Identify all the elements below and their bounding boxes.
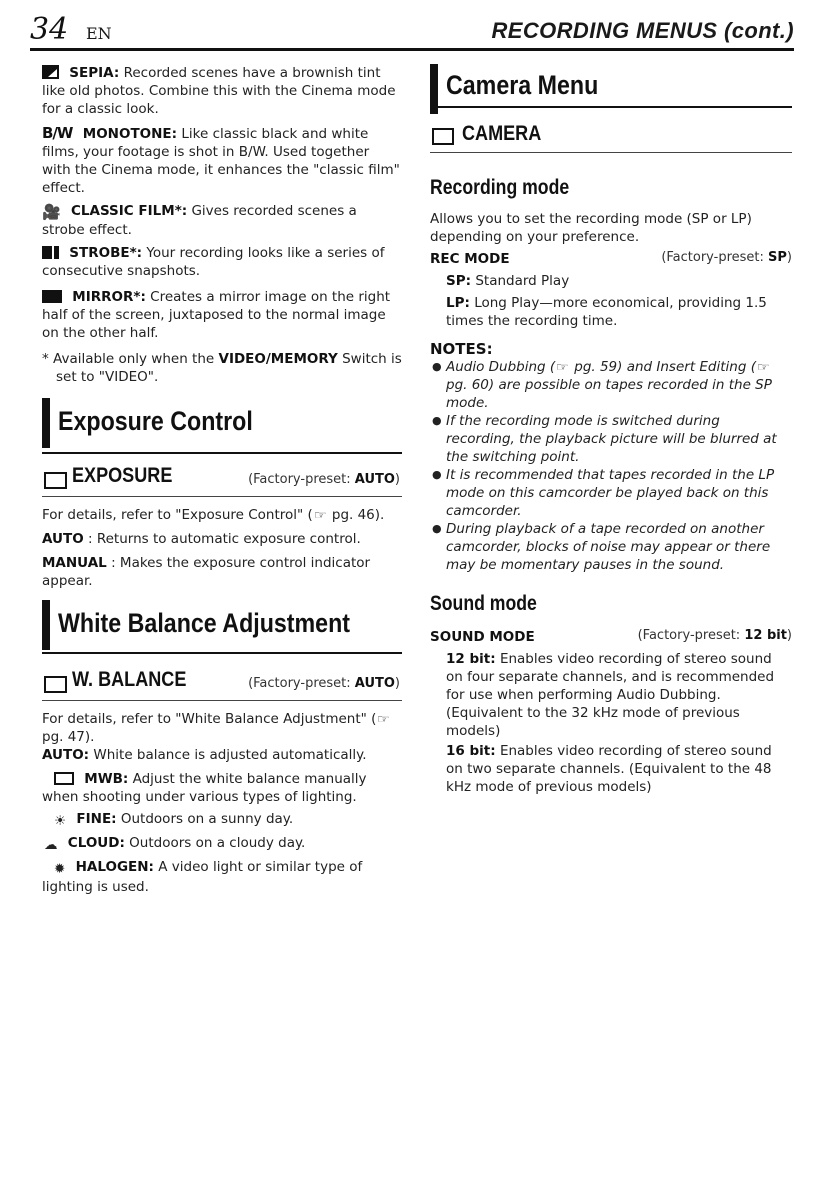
white-balance-preset: [248, 676, 400, 691]
cloud-label: CLOUD:: [67, 835, 125, 851]
classic-film-label: CLASSIC FILM*:: [70, 203, 188, 219]
classic-film-item: [42, 202, 402, 239]
manual-text: : Makes the exposure control indicator appear.: [42, 555, 371, 589]
b16-label: 16 bit:: [446, 743, 496, 759]
strobe-item: [42, 244, 402, 280]
cloud-icon: ☁: [44, 837, 58, 853]
menu-rule: [42, 496, 402, 497]
details-suffix: pg. 47).: [42, 729, 95, 745]
bullet-dot: ●: [432, 360, 442, 373]
wb-details: [42, 710, 402, 746]
preset-value: 12 bit: [744, 628, 787, 643]
mirror-icon: [42, 290, 62, 303]
fine-text: Outdoors on a sunny day.: [120, 811, 294, 827]
sp-item: [446, 272, 792, 290]
sepia-icon: [42, 65, 59, 79]
bullet-dot: ●: [432, 468, 442, 481]
recording-mode-intro: Allows you to set the recording mode (SP or LP) depending on your preference.: [430, 211, 752, 245]
b12-text: Enables video recording of stereo sound on four separate channels, and is recommended for use when performing Audio Dubbing. (Equivalent to the 32 kHz mode of previous models): [446, 651, 775, 739]
header-rule: [30, 48, 794, 51]
film-camera-icon: 🎥: [42, 203, 61, 221]
lp-label: LP:: [446, 295, 470, 311]
sepia-text: Recorded scenes have a brownish tint like old photos. Combine this with the Cinema mode for a classic look.: [42, 65, 396, 117]
cloud-text: Outdoors on a cloudy day.: [129, 835, 306, 851]
page-ref-icon: ☞: [756, 360, 770, 374]
exposure-auto: [42, 530, 402, 548]
white-balance-heading: White Balance Adjustment: [58, 608, 351, 638]
sepia-label: SEPIA:: [69, 65, 120, 81]
preset-prefix: (Factory-preset:: [637, 628, 741, 643]
exposure-menu-title: EXPOSURE: [72, 464, 173, 487]
halogen-label: HALOGEN:: [75, 859, 154, 875]
section-rule: [42, 652, 402, 654]
auto-text: : Returns to automatic exposure control.: [87, 531, 361, 547]
language-label: EN: [86, 24, 112, 43]
sun-icon: ☀: [54, 813, 67, 829]
mwb-text: Adjust the white balance manually when shooting under various types of lighting.: [42, 771, 367, 805]
wb-auto: [42, 746, 402, 764]
exposure-details: [42, 506, 402, 524]
bullet-dot: ●: [432, 522, 442, 535]
halogen-icon: ✹: [54, 861, 66, 877]
wb-mwb: [42, 770, 402, 806]
wb-fine: [42, 810, 402, 830]
lp-text: Long Play—more economical, providing 1.5 times the recording time.: [446, 295, 767, 329]
running-title: RECORDING MENUS (cont.): [491, 18, 794, 43]
note-1: [432, 358, 792, 412]
section-bar: [42, 398, 50, 448]
bullet-dot: ●: [432, 414, 442, 427]
sound-mode-preset: [638, 628, 792, 643]
notes-heading: NOTES:: [430, 340, 493, 358]
camera-menu-heading: Camera Menu: [446, 70, 599, 100]
white-balance-icon: [44, 676, 67, 693]
note-1b: pg. 59) and Insert Editing (: [569, 359, 756, 375]
menu-rule: [430, 152, 792, 153]
sepia-item: [42, 64, 402, 118]
section-rule: [42, 452, 402, 454]
note-4: [432, 520, 792, 574]
wb-cloud: [42, 834, 402, 854]
preset-value: SP: [768, 250, 787, 265]
b12-label: 12 bit:: [446, 651, 496, 667]
sp-text: Standard Play: [475, 273, 570, 289]
rec-mode-preset: [661, 250, 792, 265]
preset-prefix: (Factory-preset:: [248, 472, 351, 487]
monotone-label: MONOTONE:: [82, 126, 178, 142]
sp-label: SP:: [446, 273, 472, 289]
preset-value: AUTO: [354, 676, 395, 691]
mwb-icon: [54, 772, 74, 785]
note-2: [432, 412, 792, 466]
note-2-text: If the recording mode is switched during recording, the playback picture will be blurred at the switching point.: [446, 413, 777, 465]
preset-suffix: ): [394, 676, 400, 691]
footnote-prefix: * Available only when the: [42, 351, 215, 367]
sound-mode-heading: Sound mode: [430, 592, 537, 615]
strobe-icon: [42, 246, 59, 259]
auto-label: AUTO:: [42, 747, 90, 763]
note-3-text: It is recommended that tapes recorded in the LP mode on this camcorder be played back on this camcorder.: [446, 467, 775, 519]
auto-text: White balance is adjusted automatically.: [93, 747, 367, 763]
page-ref-icon: ☞: [313, 508, 327, 522]
wb-halogen: [42, 858, 402, 896]
halogen-text: A video light or similar type of lighting is used.: [42, 859, 363, 895]
exposure-icon: [44, 472, 67, 489]
footnote-switch: VIDEO/MEMORY: [218, 351, 338, 367]
monotone-item: [42, 124, 402, 197]
sound-16bit: [446, 742, 792, 796]
classic-film-text: Gives recorded scenes a strobe effect.: [42, 203, 357, 238]
sound-12bit: [446, 650, 792, 740]
preset-suffix: ): [786, 250, 792, 265]
white-balance-menu-title: W. BALANCE: [72, 668, 187, 691]
recording-mode-heading: Recording mode: [430, 176, 570, 199]
preset-prefix: (Factory-preset:: [661, 250, 764, 265]
details-suffix: pg. 46).: [327, 507, 385, 523]
details-prefix: For details, refer to "Exposure Control" (: [42, 507, 313, 523]
strobe-label: STROBE*:: [69, 245, 143, 261]
fine-label: FINE:: [76, 811, 117, 827]
section-bar: [42, 600, 50, 650]
rec-mode-label: REC MODE: [430, 251, 510, 267]
bw-icon: B/W: [42, 124, 73, 142]
camera-icon: [432, 128, 454, 145]
note-4-text: During playback of a tape recorded on another camcorder, blocks of noise may appear or there may be momentary pauses in the sound.: [446, 521, 771, 573]
note-1c: pg. 60) are possible on tapes recorded in the SP mode.: [446, 377, 772, 411]
preset-suffix: ): [394, 472, 400, 487]
mirror-text: Creates a mirror image on the right half of the screen, juxtaposed to the normal image on the other half.: [42, 289, 391, 341]
sound-mode-label: SOUND MODE: [430, 629, 535, 645]
monotone-text: Like classic black and white films, your footage is shot in B/W. Used together with the Cinema mode, it enhances the "classic film" effect.: [42, 126, 400, 196]
details-prefix: For details, refer to "White Balance Adjustment" (: [42, 711, 377, 727]
camera-menu-title: CAMERA: [462, 122, 542, 145]
exposure-manual: [42, 554, 402, 590]
section-rule: [430, 106, 792, 108]
menu-rule: [42, 700, 402, 701]
exposure-control-heading: Exposure Control: [58, 406, 253, 436]
page-number: 34: [30, 12, 69, 47]
note-3: [432, 466, 792, 520]
note-1a: Audio Dubbing (: [446, 359, 556, 375]
mirror-item: [42, 288, 402, 342]
auto-label: AUTO: [42, 531, 84, 547]
footnote: [42, 350, 402, 386]
mwb-label: MWB:: [84, 771, 129, 787]
footnote-suffix: Switch is set to "VIDEO".: [56, 351, 402, 385]
lp-item: [446, 294, 792, 330]
page-ref-icon: ☞: [556, 360, 570, 374]
b16-text: Enables video recording of stereo sound on two separate channels. (Equivalent to the 48 kHz mode of previous models): [446, 743, 772, 795]
exposure-preset: [248, 472, 400, 487]
page-ref-icon: ☞: [377, 712, 391, 726]
preset-prefix: (Factory-preset:: [248, 676, 351, 691]
strobe-text: Your recording looks like a series of consecutive snapshots.: [42, 245, 385, 279]
manual-label: MANUAL: [42, 555, 107, 571]
preset-suffix: ): [786, 628, 792, 643]
preset-value: AUTO: [354, 472, 395, 487]
mirror-label: MIRROR*:: [72, 289, 146, 305]
